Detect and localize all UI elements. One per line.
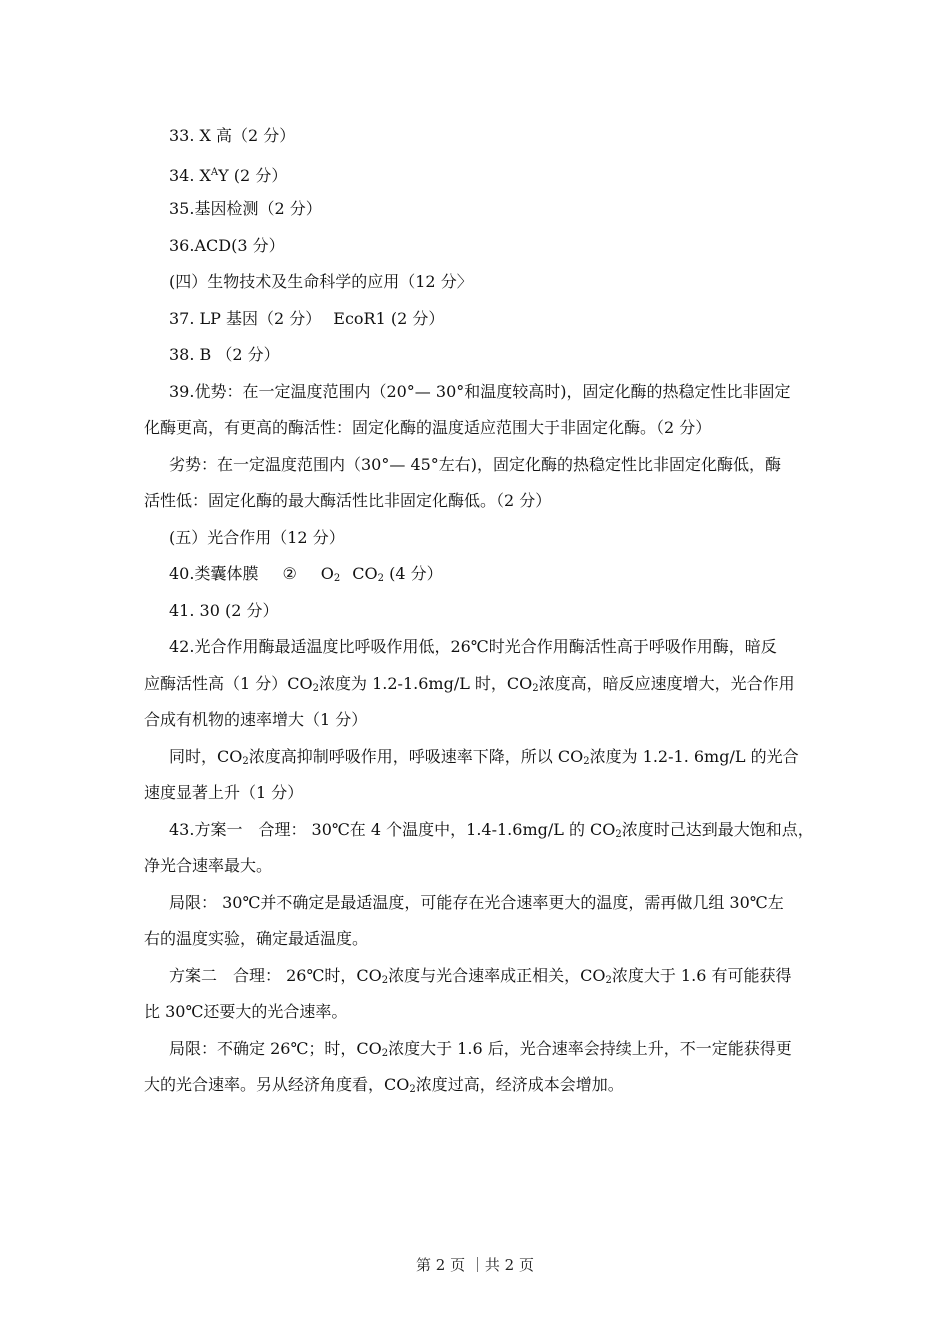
oxygen-formula: O bbox=[320, 564, 334, 583]
answer-33-text: 33. X 高（2 分） bbox=[169, 126, 296, 145]
answer-38-text: 38. B （2 分） bbox=[169, 345, 280, 364]
co2-subscript: 2 bbox=[381, 1047, 389, 1059]
answer-43-text-3: 局限： 30℃并不确定是最适温度，可能存在光合速率更大的温度，需再做几组 30℃左 bbox=[169, 892, 784, 912]
answer-39-text-1: 39.优势：在一定温度范围内（20°— 30°和温度较高时)，固定化酶的热稳定性比非固定 bbox=[169, 381, 791, 401]
answer-43-text-7b: 浓度大于 1.6 后，光合速率会持续上升，不一定能获得更 bbox=[388, 1038, 792, 1058]
answer-42-text-1: 42.光合作用酶最适温度比呼吸作用低，26℃时光合作用酶活性高于呼吸作用酶，暗反 bbox=[169, 637, 777, 656]
answer-42-line-2 bbox=[144, 666, 804, 703]
co2-subscript: 2 bbox=[377, 573, 385, 584]
answer-36 bbox=[144, 228, 804, 265]
co2-subscript: 2 bbox=[381, 974, 389, 986]
answer-42-line-4 bbox=[144, 739, 804, 776]
answer-39-text-3: 劣势：在一定温度范围内（30°— 45°左右)，固定化酶的热稳定性比非固定化酶低，酶 bbox=[169, 454, 782, 474]
co2-subscript: 2 bbox=[583, 755, 590, 767]
answer-39-text-4: 活性低：固定化酶的最大酶活性比非固定化酶低。（2 分） bbox=[144, 491, 552, 510]
answer-35-text: 35.基因检测（2 分） bbox=[169, 199, 322, 218]
answer-34-text-b: Y (2 分） bbox=[218, 165, 288, 185]
co2-subscript: 2 bbox=[312, 682, 320, 694]
answer-43-line-2 bbox=[144, 848, 804, 885]
answer-37 bbox=[144, 301, 804, 338]
answer-43-text-1a: 43.方案一 合理： 30℃在 4 个温度中，1.4-1.6mg/L 的 CO bbox=[169, 819, 616, 839]
co2-subscript: 2 bbox=[615, 828, 622, 840]
answer-37-text-b: EcoR1 (2 分） bbox=[333, 308, 445, 328]
answer-40-text: 40.类囊体膜 bbox=[169, 564, 259, 583]
circled-number-two: ② bbox=[282, 564, 297, 583]
answer-35 bbox=[144, 191, 804, 228]
answer-39-line-2 bbox=[144, 410, 804, 447]
answer-43-text-5b: 浓度与光合速率成正相关，CO bbox=[388, 965, 606, 985]
answer-43-line-6 bbox=[144, 994, 804, 1031]
answer-42-text-3: 合成有机物的速率增大（1 分） bbox=[144, 710, 368, 729]
answer-42-line-1 bbox=[144, 629, 804, 666]
answer-41-text: 41. 30 (2 分） bbox=[169, 600, 279, 620]
answer-43-text-7a: 局限：不确定 26℃；时，CO bbox=[169, 1038, 382, 1058]
answer-43-line-4 bbox=[144, 921, 804, 958]
answer-34-superscript: A bbox=[210, 166, 219, 178]
answer-42-line-5 bbox=[144, 775, 804, 812]
answer-39-line-3 bbox=[144, 447, 804, 484]
answer-43-text-4: 右的温度实验，确定最适温度。 bbox=[144, 929, 369, 948]
answer-43-line-8 bbox=[144, 1067, 804, 1104]
page-footer bbox=[0, 1254, 950, 1275]
answer-43-text-1b: 浓度时己达到最大饱和点， bbox=[621, 819, 814, 839]
answer-43-text-8a: 大的光合速率。另从经济角度看，CO bbox=[144, 1075, 410, 1094]
answer-38 bbox=[144, 337, 804, 374]
answer-42-text-4b: 浓度高抑制呼吸作用，呼吸速率下降，所以 CO bbox=[248, 746, 584, 766]
answer-42-text-5: 速度显著上升（1 分） bbox=[144, 783, 304, 802]
co2-subscript: 2 bbox=[532, 682, 539, 694]
answer-39-text-2: 化酶更高，有更高的酶活性：固定化酶的温度适应范围大于非固定化酶。（2 分） bbox=[144, 418, 712, 437]
answer-33 bbox=[144, 118, 804, 155]
section-5-heading bbox=[144, 520, 804, 557]
answer-43-text-2: 净光合速率最大。 bbox=[144, 856, 273, 875]
answer-41 bbox=[144, 593, 804, 630]
answer-42-text-2b: 浓度为 1.2-1.6mg/L 时，CO bbox=[319, 673, 533, 693]
answer-40-score: (4 分） bbox=[389, 564, 443, 583]
answer-40 bbox=[144, 556, 804, 593]
answer-34 bbox=[144, 155, 804, 192]
answer-42-text-4a: 同时，CO bbox=[169, 746, 243, 766]
answer-43-text-6: 比 30℃还要大的光合速率。 bbox=[144, 1002, 348, 1021]
answer-42-text-4c: 浓度为 1.2-1. 6mg/L 的光合 bbox=[589, 746, 799, 766]
co2-formula: CO bbox=[352, 564, 378, 583]
answer-43-text-5c: 浓度大于 1.6 有可能获得 bbox=[611, 965, 792, 985]
co2-subscript: 2 bbox=[242, 755, 249, 767]
answer-42-text-2a: 应酶活性高（1 分）CO bbox=[144, 673, 313, 693]
co2-subscript: 2 bbox=[409, 1084, 416, 1095]
answer-43-line-7 bbox=[144, 1031, 804, 1068]
answer-43-text-5a: 方案二 合理： 26℃时，CO bbox=[169, 965, 382, 985]
answer-34-text-a: 34. X bbox=[169, 165, 211, 185]
answer-43-line-5 bbox=[144, 958, 804, 995]
section-4-title: (四）生物技术及生命科学的应用（12 分〉 bbox=[169, 272, 473, 291]
answer-37-text-a: 37. LP 基因（2 分） bbox=[169, 308, 322, 328]
section-5-title: (五）光合作用（12 分） bbox=[169, 527, 345, 547]
answer-content bbox=[144, 118, 814, 1104]
answer-39-line-4 bbox=[144, 483, 804, 520]
oxygen-subscript: 2 bbox=[333, 573, 341, 584]
section-4-heading bbox=[144, 264, 804, 301]
answer-39-line-1 bbox=[144, 374, 804, 411]
page-number: 第 2 页 ｜共 2 页 bbox=[416, 1256, 534, 1274]
answer-36-text: 36.ACD(3 分） bbox=[169, 235, 285, 255]
answer-43-line-3 bbox=[144, 885, 804, 922]
answer-42-text-2c: 浓度高，暗反应速度增大，光合作用 bbox=[538, 673, 795, 693]
answer-42-line-3 bbox=[144, 702, 804, 739]
co2-subscript: 2 bbox=[605, 974, 612, 986]
answer-43-line-1 bbox=[144, 812, 814, 849]
answer-43-text-8b: 浓度过高，经济成本会增加。 bbox=[415, 1075, 624, 1094]
